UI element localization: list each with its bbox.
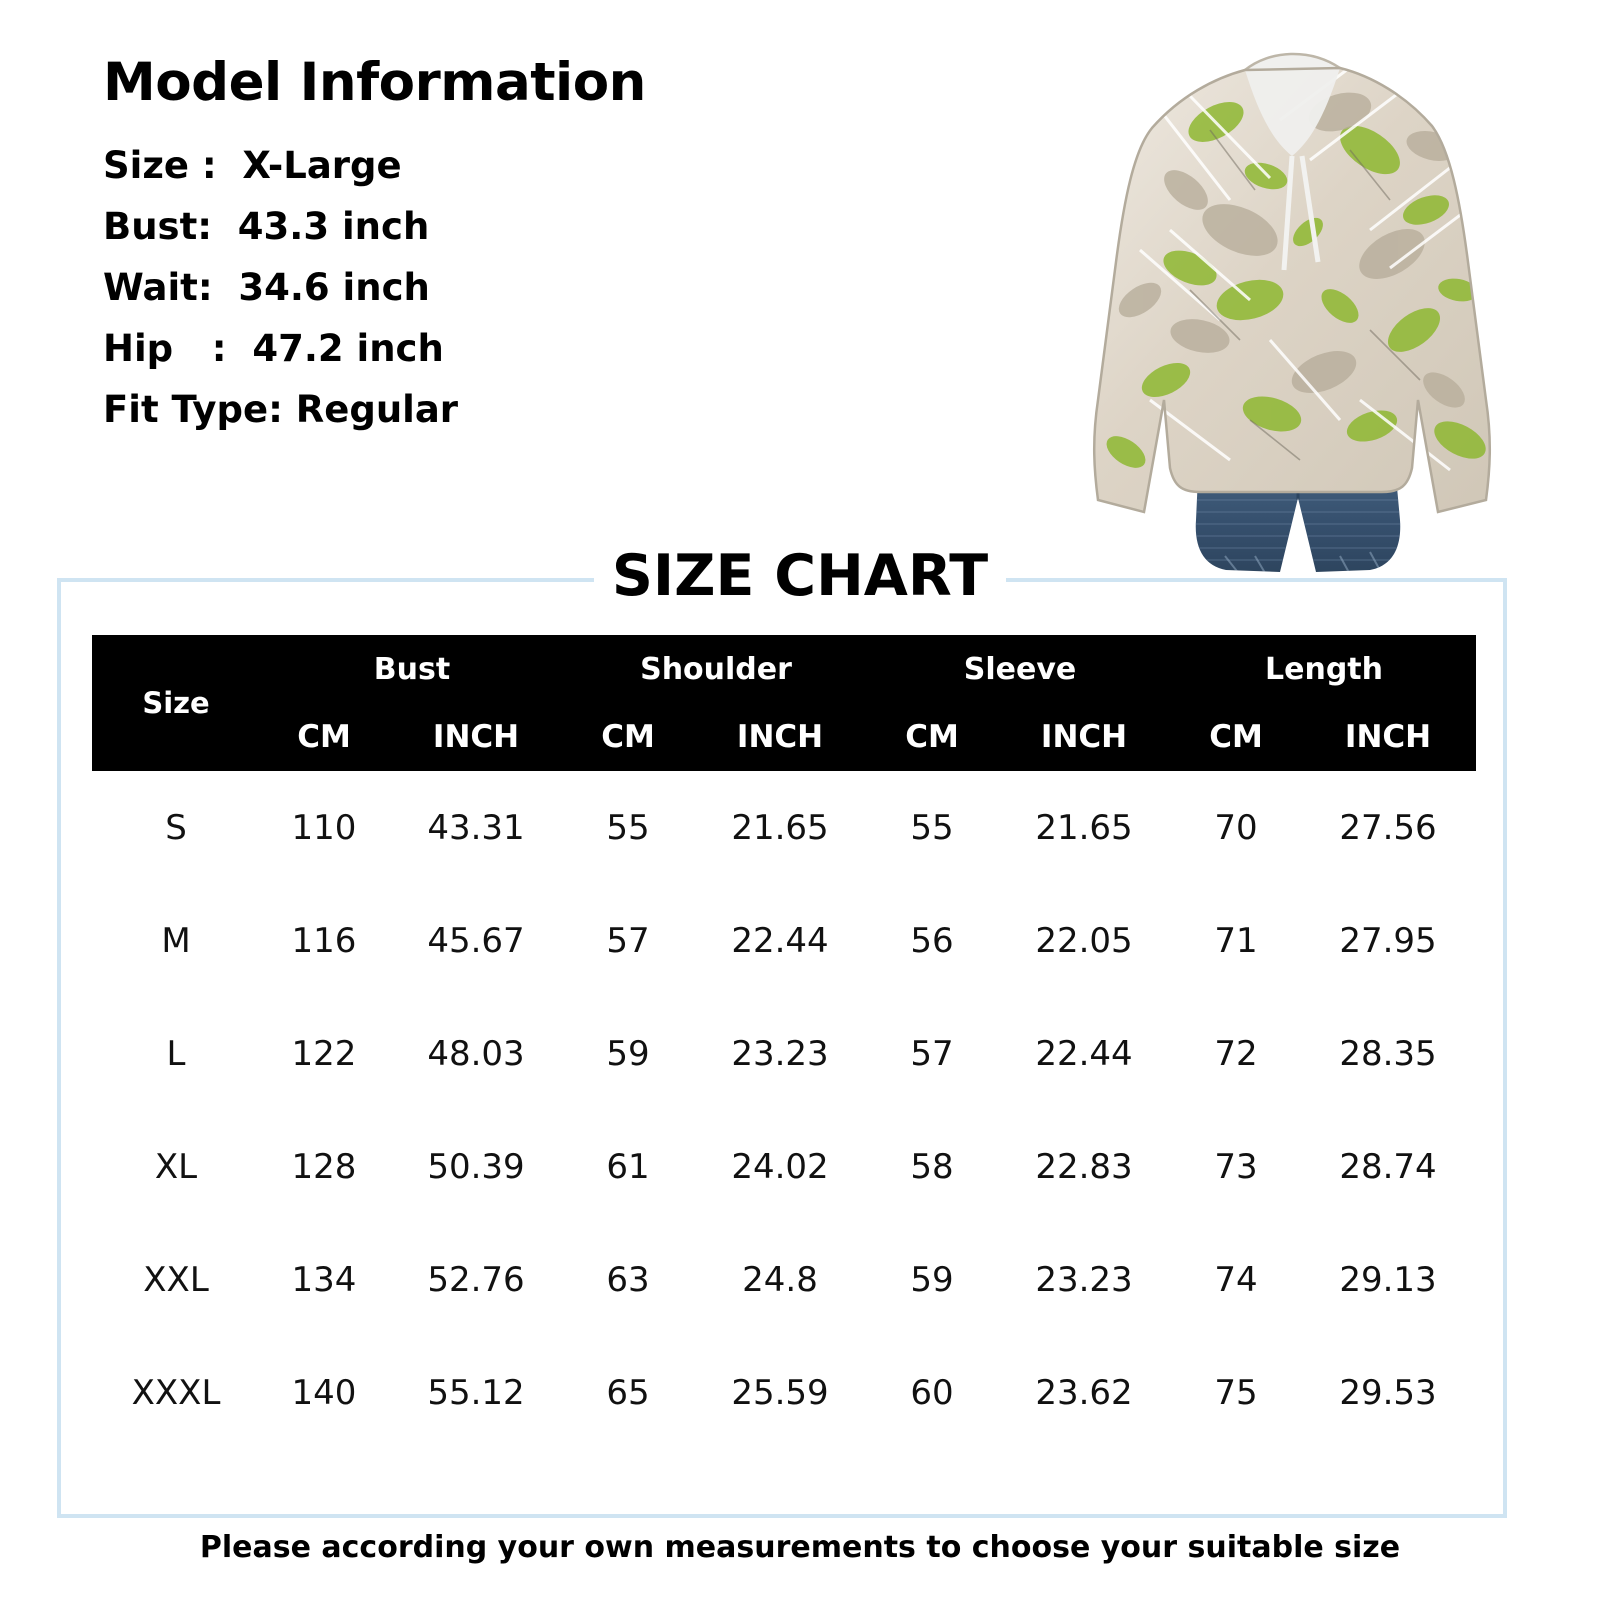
cell-bust-cm: 116	[291, 920, 357, 961]
model-bust-line: Bust: 43.3 inch	[103, 204, 430, 248]
page-title: Model Information	[103, 52, 646, 113]
cell-sleeve-cm: 56	[910, 920, 954, 961]
cell-bust-cm: 140	[291, 1372, 357, 1413]
table-header	[92, 635, 1476, 771]
cell-sleeve-cm: 60	[910, 1372, 954, 1413]
cell-sleeve-cm: 58	[910, 1146, 954, 1187]
cell-size: S	[165, 807, 187, 848]
cell-length-cm: 72	[1214, 1033, 1258, 1074]
cell-size: XXL	[143, 1259, 209, 1300]
cell-shoulder-inch: 24.02	[731, 1146, 829, 1187]
size-chart-container	[57, 578, 1507, 1518]
table-header-group-row	[92, 635, 1476, 703]
model-waist-line: Wait: 34.6 inch	[103, 265, 430, 309]
size-chart-table	[92, 635, 1476, 1449]
cell-shoulder-cm: 59	[606, 1033, 650, 1074]
cell-shoulder-inch: 25.59	[731, 1372, 829, 1413]
header-length-inch: INCH	[1300, 703, 1476, 771]
cell-bust-cm: 134	[291, 1259, 357, 1300]
cell-bust-cm: 110	[291, 807, 357, 848]
header-length: Length	[1172, 635, 1476, 703]
cell-size: M	[161, 920, 191, 961]
cell-length-cm: 74	[1214, 1259, 1258, 1300]
model-hip-line: Hip : 47.2 inch	[103, 326, 444, 370]
table-row	[92, 884, 1476, 997]
header-sleeve-cm: CM	[868, 703, 996, 771]
product-photo	[1040, 0, 1540, 590]
cell-bust-inch: 45.67	[427, 920, 525, 961]
cell-length-inch: 29.53	[1339, 1372, 1437, 1413]
footer-note: Please according your own measurements to choose your suitable size	[199, 1530, 1401, 1565]
cell-sleeve-inch: 21.65	[1035, 807, 1133, 848]
cell-shoulder-inch: 24.8	[742, 1259, 818, 1300]
cell-bust-inch: 50.39	[427, 1146, 525, 1187]
cell-length-cm: 75	[1214, 1372, 1258, 1413]
header-bust: Bust	[260, 635, 564, 703]
hoodie-illustration	[1040, 0, 1540, 590]
cell-shoulder-cm: 57	[606, 920, 650, 961]
table-row	[92, 997, 1476, 1110]
header-length-cm: CM	[1172, 703, 1300, 771]
table-body	[92, 771, 1476, 1449]
cell-length-inch: 28.74	[1339, 1146, 1437, 1187]
cell-bust-cm: 122	[291, 1033, 357, 1074]
table-row	[92, 1223, 1476, 1336]
table-row	[92, 1336, 1476, 1449]
cell-sleeve-inch: 22.44	[1035, 1033, 1133, 1074]
cell-shoulder-cm: 65	[606, 1372, 650, 1413]
cell-length-cm: 70	[1214, 807, 1258, 848]
cell-shoulder-cm: 61	[606, 1146, 650, 1187]
cell-size: XL	[154, 1146, 198, 1187]
header-shoulder-inch: INCH	[692, 703, 868, 771]
model-size-line: Size : X-Large	[103, 143, 402, 187]
table-row	[92, 771, 1476, 884]
cell-sleeve-cm: 55	[910, 807, 954, 848]
cell-length-inch: 27.95	[1339, 920, 1437, 961]
header-shoulder: Shoulder	[564, 635, 868, 703]
cell-shoulder-cm: 55	[606, 807, 650, 848]
model-information-block	[103, 52, 723, 440]
cell-sleeve-inch: 23.62	[1035, 1372, 1133, 1413]
cell-size: XXXL	[131, 1372, 221, 1413]
cell-shoulder-inch: 22.44	[731, 920, 829, 961]
table-header-unit-row	[92, 703, 1476, 771]
cell-sleeve-cm: 59	[910, 1259, 954, 1300]
cell-length-cm: 73	[1214, 1146, 1258, 1187]
cell-bust-inch: 48.03	[427, 1033, 525, 1074]
cell-bust-inch: 55.12	[427, 1372, 525, 1413]
cell-length-inch: 28.35	[1339, 1033, 1437, 1074]
header-shoulder-cm: CM	[564, 703, 692, 771]
size-chart-title	[0, 543, 1600, 609]
cell-bust-inch: 52.76	[427, 1259, 525, 1300]
cell-shoulder-inch: 21.65	[731, 807, 829, 848]
cell-length-inch: 27.56	[1339, 807, 1437, 848]
cell-size: L	[166, 1033, 186, 1074]
size-chart-title-text: SIZE CHART	[594, 543, 1006, 609]
cell-shoulder-cm: 63	[606, 1259, 650, 1300]
cell-length-cm: 71	[1214, 920, 1258, 961]
table-row	[92, 1110, 1476, 1223]
cell-bust-cm: 128	[291, 1146, 357, 1187]
cell-sleeve-cm: 57	[910, 1033, 954, 1074]
cell-sleeve-inch: 22.83	[1035, 1146, 1133, 1187]
cell-bust-inch: 43.31	[427, 807, 525, 848]
header-bust-inch: INCH	[388, 703, 564, 771]
model-fit-type-line: Fit Type: Regular	[103, 387, 459, 431]
cell-length-inch: 29.13	[1339, 1259, 1437, 1300]
cell-sleeve-inch: 22.05	[1035, 920, 1133, 961]
header-sleeve: Sleeve	[868, 635, 1172, 703]
cell-shoulder-inch: 23.23	[731, 1033, 829, 1074]
header-bust-cm: CM	[260, 703, 388, 771]
cell-sleeve-inch: 23.23	[1035, 1259, 1133, 1300]
header-size: Size	[92, 635, 260, 771]
header-sleeve-inch: INCH	[996, 703, 1172, 771]
